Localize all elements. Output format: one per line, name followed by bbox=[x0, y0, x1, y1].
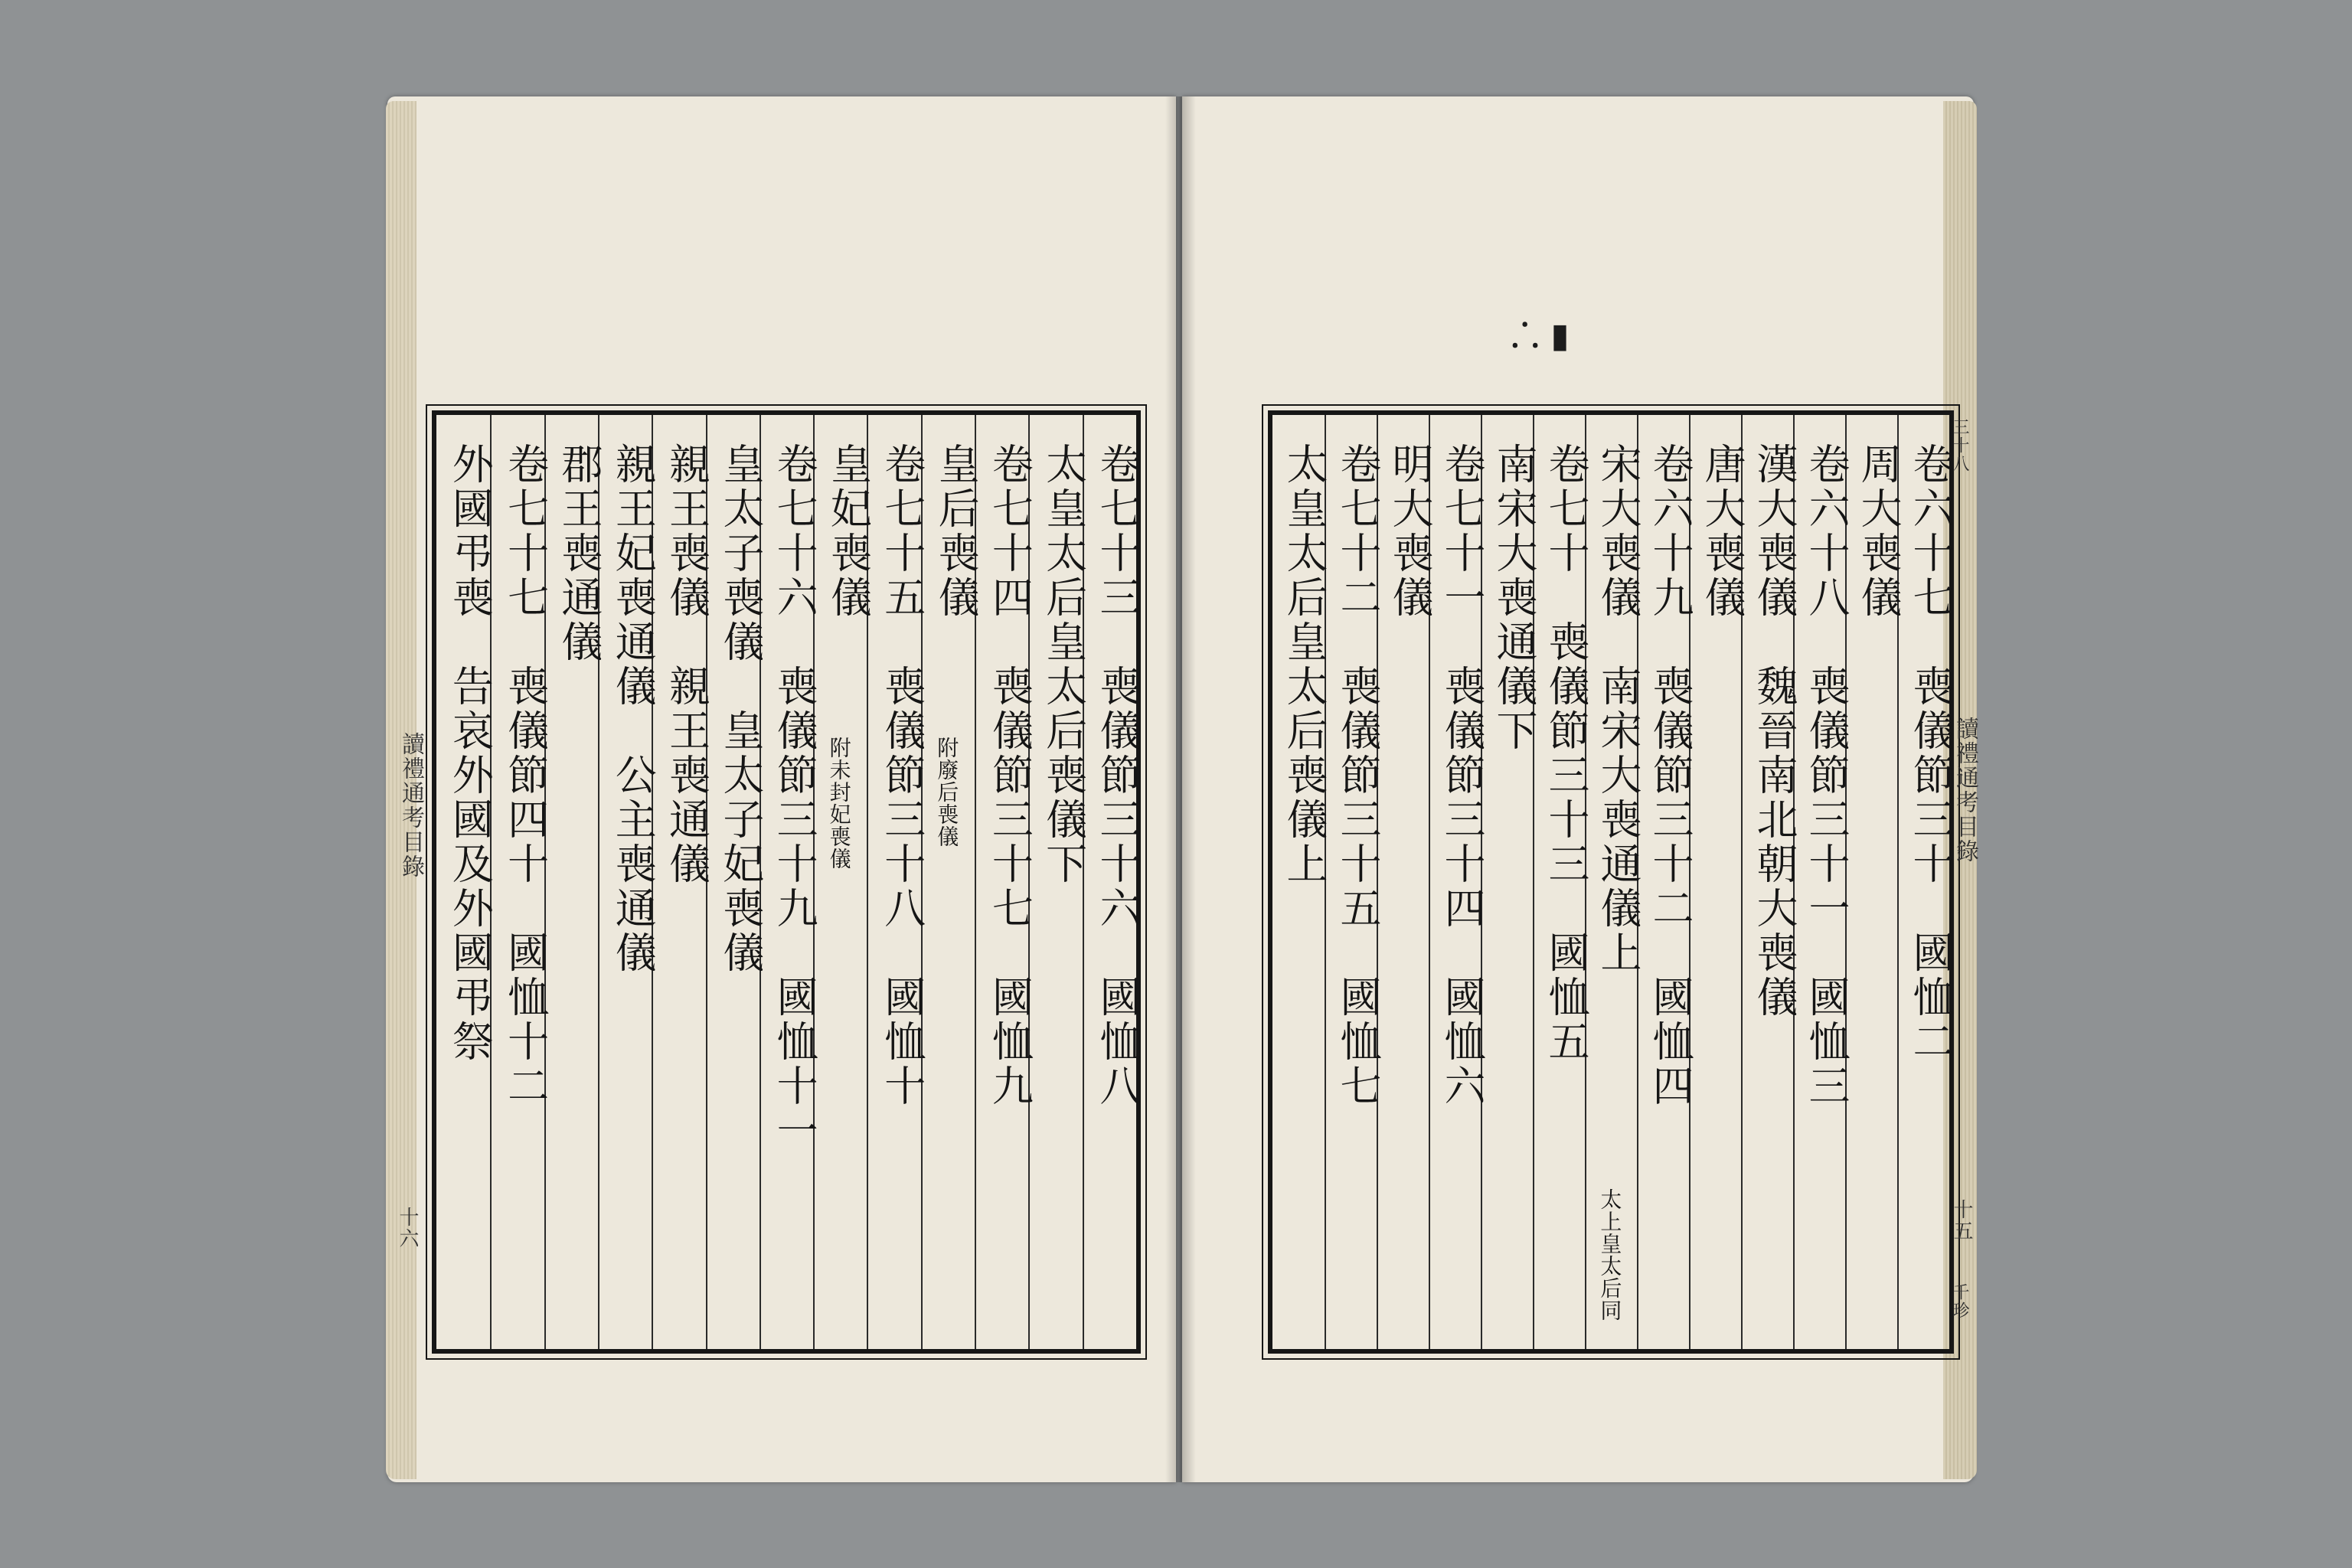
open-book bbox=[387, 96, 1978, 1482]
column-text: 南宋大喪通儀下 bbox=[1490, 443, 1538, 753]
text-column bbox=[1083, 415, 1142, 1349]
right-page bbox=[1182, 96, 1978, 1482]
text-column bbox=[1741, 415, 1798, 1349]
text-column bbox=[436, 415, 495, 1349]
column-text: 卷七十 喪儀節三十三 國恤五 bbox=[1542, 443, 1590, 1064]
column-text: 卷六十七 喪儀節三十 國恤二 bbox=[1906, 443, 1955, 1064]
text-column bbox=[1637, 415, 1694, 1349]
ink-mark: ⸫ ▮ bbox=[1511, 316, 1570, 355]
text-column bbox=[544, 415, 603, 1349]
text-column bbox=[706, 415, 765, 1349]
column-text: 親王喪儀 親王喪通儀 bbox=[662, 443, 711, 887]
column-text: 唐大喪儀 bbox=[1698, 443, 1746, 620]
column-text: 太皇太后皇太后喪儀下 bbox=[1039, 443, 1088, 887]
text-column bbox=[1377, 415, 1434, 1349]
column-text: 卷七十二 喪儀節三十五 國恤七 bbox=[1334, 443, 1382, 1109]
column-text: 卷七十四 喪儀節三十七 國恤九 bbox=[985, 443, 1034, 1109]
text-column bbox=[1689, 415, 1746, 1349]
text-column bbox=[1481, 415, 1538, 1349]
column-text: 卷七十六 喪儀節三十九 國恤十一 bbox=[770, 443, 819, 1153]
text-column bbox=[760, 415, 819, 1349]
text-column bbox=[1897, 415, 1955, 1349]
left-page-frame bbox=[432, 410, 1141, 1354]
interlinear-note: 附未封妃喪儀 bbox=[826, 737, 852, 870]
text-column bbox=[867, 415, 926, 1349]
text-column bbox=[652, 415, 711, 1349]
text-column bbox=[1429, 415, 1486, 1349]
left-folio: 十六 bbox=[396, 1207, 419, 1250]
left-spine-title: 讀禮通考目錄 bbox=[397, 732, 424, 879]
column-text: 卷七十七 喪儀節四十 國恤十二 bbox=[501, 443, 550, 1109]
text-column bbox=[1272, 415, 1328, 1349]
text-column bbox=[813, 415, 873, 1349]
text-column bbox=[975, 415, 1034, 1349]
column-text: 皇后喪儀 bbox=[932, 443, 981, 620]
text-column bbox=[921, 415, 981, 1349]
interlinear-note: 太上皇太后同 bbox=[1597, 1188, 1623, 1321]
column-text: 太皇太后皇太后喪儀上 bbox=[1280, 443, 1328, 887]
column-text: 郡王喪通儀 bbox=[554, 443, 603, 665]
column-text: 周大喪儀 bbox=[1854, 443, 1903, 620]
column-text: 漢大喪儀 魏晉南北朝大喪儀 bbox=[1750, 443, 1798, 1020]
column-text: 明大喪儀 bbox=[1386, 443, 1434, 620]
left-page bbox=[387, 96, 1176, 1482]
column-text: 卷七十一 喪儀節三十四 國恤六 bbox=[1438, 443, 1486, 1109]
right-spine-title: 讀禮通考目錄 bbox=[1952, 717, 1978, 864]
book-gutter bbox=[1165, 96, 1196, 1482]
text-column bbox=[1845, 415, 1903, 1349]
text-column bbox=[1325, 415, 1382, 1349]
column-text: 皇妃喪儀 bbox=[824, 443, 873, 620]
column-text: 卷六十九 喪儀節三十二 國恤四 bbox=[1646, 443, 1694, 1109]
column-text: 卷六十八 喪儀節三十一 國恤三 bbox=[1802, 443, 1851, 1109]
text-column bbox=[1533, 415, 1590, 1349]
text-column bbox=[598, 415, 658, 1349]
text-column bbox=[1585, 415, 1642, 1349]
right-folio: 十五 bbox=[1950, 1199, 1973, 1242]
right-top-mark: 三十八 bbox=[1950, 418, 1969, 473]
text-column bbox=[490, 415, 550, 1349]
interlinear-note: 附廢后喪儀 bbox=[934, 737, 960, 848]
column-text: 卷七十五 喪儀節三十八 國恤十 bbox=[877, 443, 926, 1109]
column-text: 外國弔喪 告哀外國及外國弔祭 bbox=[446, 443, 495, 1064]
column-text: 親王妃喪通儀 公主喪通儀 bbox=[609, 443, 658, 975]
column-text: 卷七十三 喪儀節三十六 國恤八 bbox=[1093, 443, 1142, 1109]
right-page-frame bbox=[1268, 410, 1954, 1354]
right-corner-mark: 千珍 bbox=[1950, 1283, 1969, 1320]
column-text: 宋大喪儀 南宋大喪通儀上 bbox=[1594, 443, 1642, 975]
text-column bbox=[1028, 415, 1088, 1349]
column-text: 皇太子喪儀 皇太子妃喪儀 bbox=[716, 443, 765, 975]
text-column bbox=[1793, 415, 1851, 1349]
